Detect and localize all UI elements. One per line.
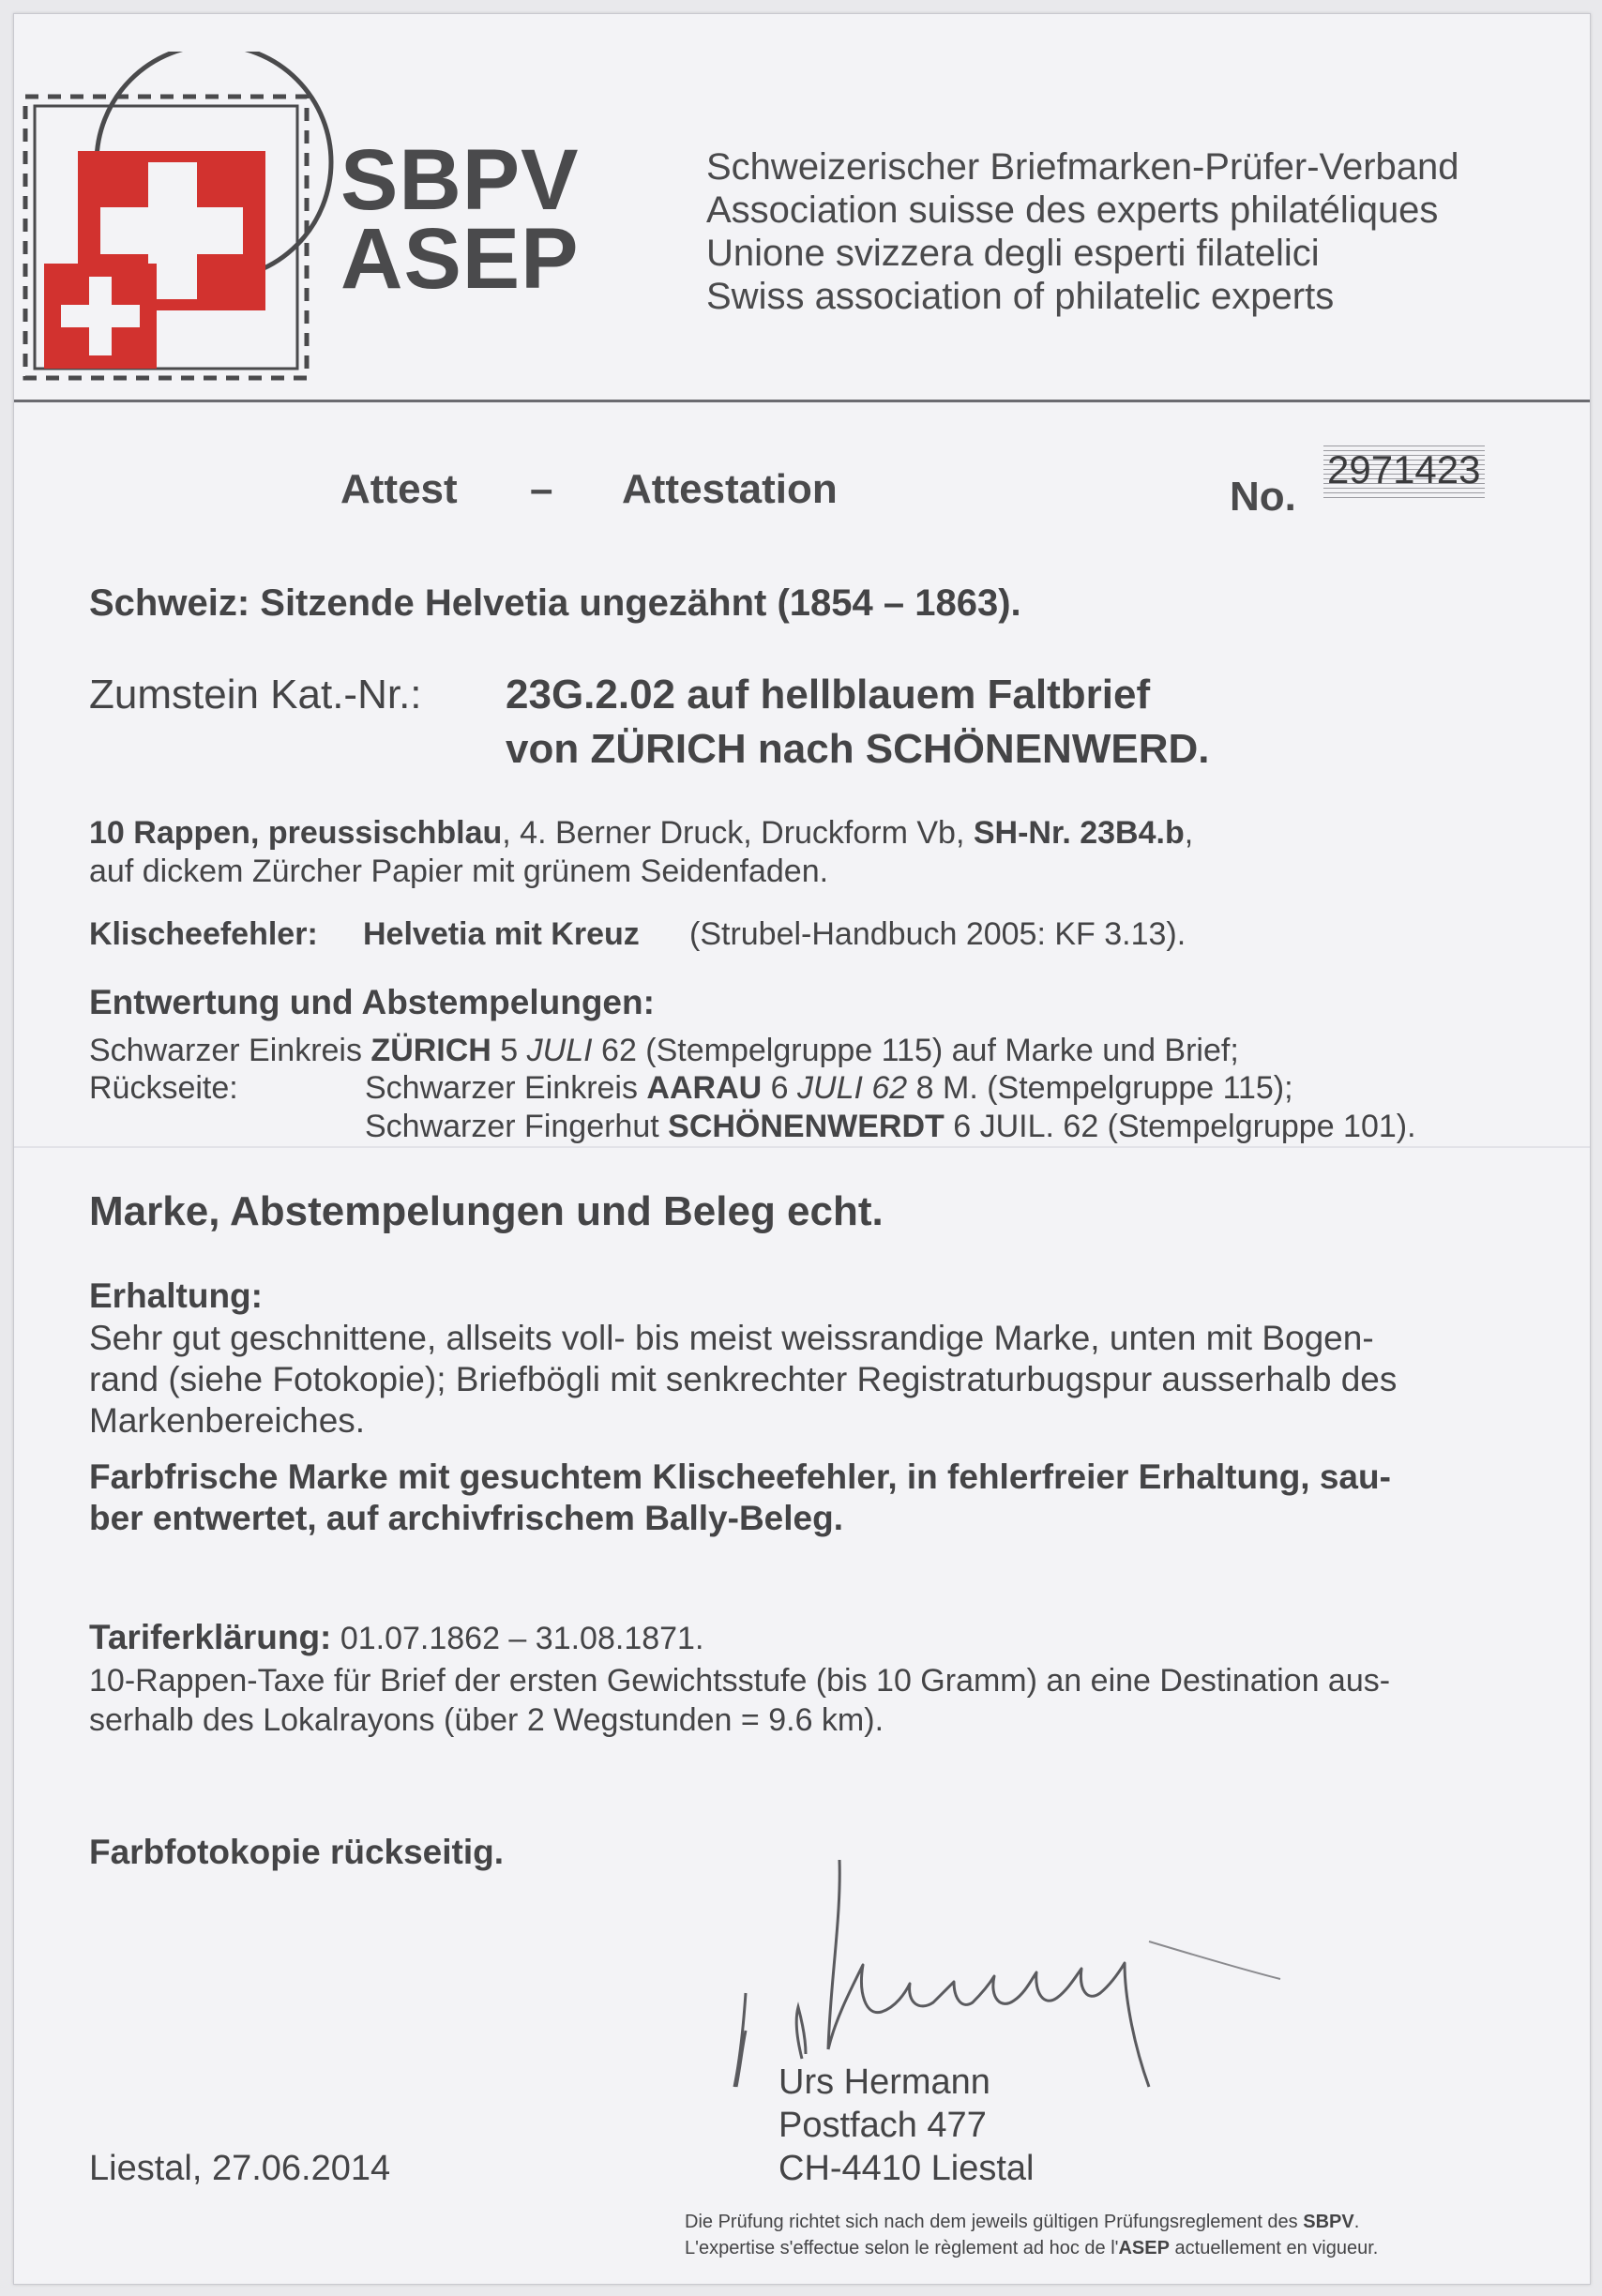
- plate-flaw-reference: (Strubel-Handbuch 2005: KF 3.13).: [689, 916, 1186, 952]
- cancellation-back-2: [365, 1107, 1416, 1146]
- cancellation-front-month: JULI: [526, 1033, 593, 1068]
- cancellation-back1-type: Schwarzer Einkreis: [365, 1070, 647, 1106]
- photocopy-note: Farbfotokopie rückseitig.: [89, 1833, 505, 1871]
- plate-flaw-value: Helvetia mit Kreuz: [363, 916, 640, 952]
- signatory-address-2: CH-4410 Liestal: [778, 2149, 1035, 2188]
- title-dash: –: [530, 466, 553, 512]
- cancellation-back1-month: JULI 62: [797, 1070, 908, 1106]
- title-attest: Attest: [340, 466, 458, 512]
- association-name-it: Unione svizzera degli esperti filatelici: [706, 233, 1320, 274]
- catalogue-line1: 23G.2.02 auf hellblauem Faltbrief: [506, 672, 1151, 718]
- signatory-address-1: Postfach 477: [778, 2106, 987, 2145]
- verdict: Marke, Abstempelungen und Beleg echt.: [89, 1188, 884, 1234]
- description-sh-number: SH-Nr. 23B4.b: [973, 815, 1185, 851]
- fold-line: [14, 1146, 1590, 1148]
- title-attestation: Attestation: [622, 466, 838, 512]
- cert-no-label: No.: [1230, 474, 1296, 520]
- catalogue-label: Zumstein Kat.-Nr.:: [89, 672, 422, 718]
- cancellation-back1-place: AARAU: [646, 1070, 763, 1106]
- condition-summary-2: ber entwertet, auf archivfrischem Bally-Beleg.: [89, 1499, 843, 1537]
- logo-abbreviation: [340, 132, 580, 307]
- cancellation-back1-day: 6: [762, 1070, 798, 1106]
- catalogue-line2: von ZÜRICH nach SCHÖNENWERD.: [506, 726, 1210, 772]
- association-name-fr: Association suisse des experts philatéliques: [706, 189, 1439, 231]
- cancellation-back2-rest: 6 JUIL. 62 (Stempelgruppe 101).: [944, 1109, 1416, 1144]
- cancellation-back2-place: SCHÖNENWERDT: [668, 1109, 945, 1144]
- tariff-text-1: 10-Rappen-Taxe für Brief der ersten Gewichtsstufe (bis 10 Gramm) an eine Destination aus-: [89, 1663, 1391, 1699]
- association-name-de: Schweizerischer Briefmarken-Prüfer-Verband: [706, 146, 1459, 188]
- signature-icon: [708, 1852, 1290, 2096]
- footnote-1-text: Die Prüfung richtet sich nach dem jeweils gültigen Prüfungsreglement des: [685, 2212, 1304, 2232]
- logo-abbr-sbpv: SBPV: [340, 132, 580, 228]
- sbpv-logo-icon: [14, 52, 352, 389]
- footnote-line-2: [685, 2235, 1378, 2261]
- plate-flaw-label: Klischeefehler:: [89, 916, 318, 952]
- cancellation-back-1: [365, 1068, 1293, 1108]
- description-line2: auf dickem Zürcher Papier mit grünem Seidenfaden.: [89, 853, 829, 889]
- description-comma: ,: [1184, 815, 1194, 851]
- back-label: Rückseite:: [89, 1070, 238, 1106]
- header-divider: [14, 400, 1590, 402]
- tariff-label: Tariferklärung:: [89, 1618, 332, 1656]
- footnote-1-sbpv: SBPV: [1303, 2212, 1354, 2232]
- condition-line-3: Markenbereiches.: [89, 1401, 366, 1440]
- cancellation-front-day: 5: [491, 1033, 527, 1068]
- cancellation-back2-type: Schwarzer Fingerhut: [365, 1109, 669, 1144]
- cancellation-front-place: ZÜRICH: [370, 1033, 491, 1068]
- cancellation-front-type: Schwarzer Einkreis: [89, 1033, 371, 1068]
- cancellation-front: [89, 1031, 1239, 1070]
- condition-line-2: rand (siehe Fotokopie); Briefbögli mit senkrechter Registraturbugspur ausserhalb des: [89, 1360, 1398, 1398]
- description-print: , 4. Berner Druck, Druckform Vb,: [502, 815, 974, 851]
- footnote-2-text: L'expertise s'effectue selon le règlement ad hoc de l': [685, 2238, 1119, 2258]
- association-name-en: Swiss association of philatelic experts: [706, 276, 1335, 317]
- cancellations-heading: Entwertung und Abstempelungen:: [89, 983, 655, 1021]
- tariff-period: 01.07.1862 – 31.08.1871.: [331, 1621, 704, 1656]
- footnote-1-end: .: [1353, 2212, 1360, 2232]
- condition-summary-1: Farbfrische Marke mit gesuchtem Klischeefehler, in fehlerfreier Erhaltung, sau-: [89, 1458, 1391, 1496]
- description-denomination: 10 Rappen, preussischblau: [89, 815, 503, 851]
- footnote-line-1: [685, 2209, 1359, 2235]
- certificate-sheet: [13, 13, 1591, 2285]
- tariff-line: [89, 1618, 703, 1658]
- logo-abbr-asep: ASEP: [340, 211, 580, 307]
- cancellation-front-rest: 62 (Stempelgruppe 115) auf Marke und Brief;: [592, 1033, 1239, 1068]
- footnote-2-end: actuellement en vigueur.: [1169, 2238, 1379, 2258]
- cancellation-back1-rest: 8 M. (Stempelgruppe 115);: [907, 1070, 1293, 1106]
- association-names: [706, 145, 1459, 318]
- signatory-name: Urs Hermann: [778, 2062, 990, 2102]
- cert-number: 2971423: [1323, 442, 1485, 498]
- footnote-2-asep: ASEP: [1118, 2238, 1170, 2258]
- tariff-text-2: serhalb des Lokalrayons (über 2 Wegstunden = 9.6 km).: [89, 1702, 884, 1738]
- description-line1: [89, 813, 1193, 853]
- place-date: Liestal, 27.06.2014: [89, 2149, 391, 2188]
- condition-line-1: Sehr gut geschnittene, allseits voll- bis meist weissrandige Marke, unten mit Bogen-: [89, 1319, 1374, 1357]
- subject-heading: Schweiz: Sitzende Helvetia ungezähnt (1854 – 1863).: [89, 582, 1021, 624]
- condition-heading: Erhaltung:: [89, 1276, 263, 1315]
